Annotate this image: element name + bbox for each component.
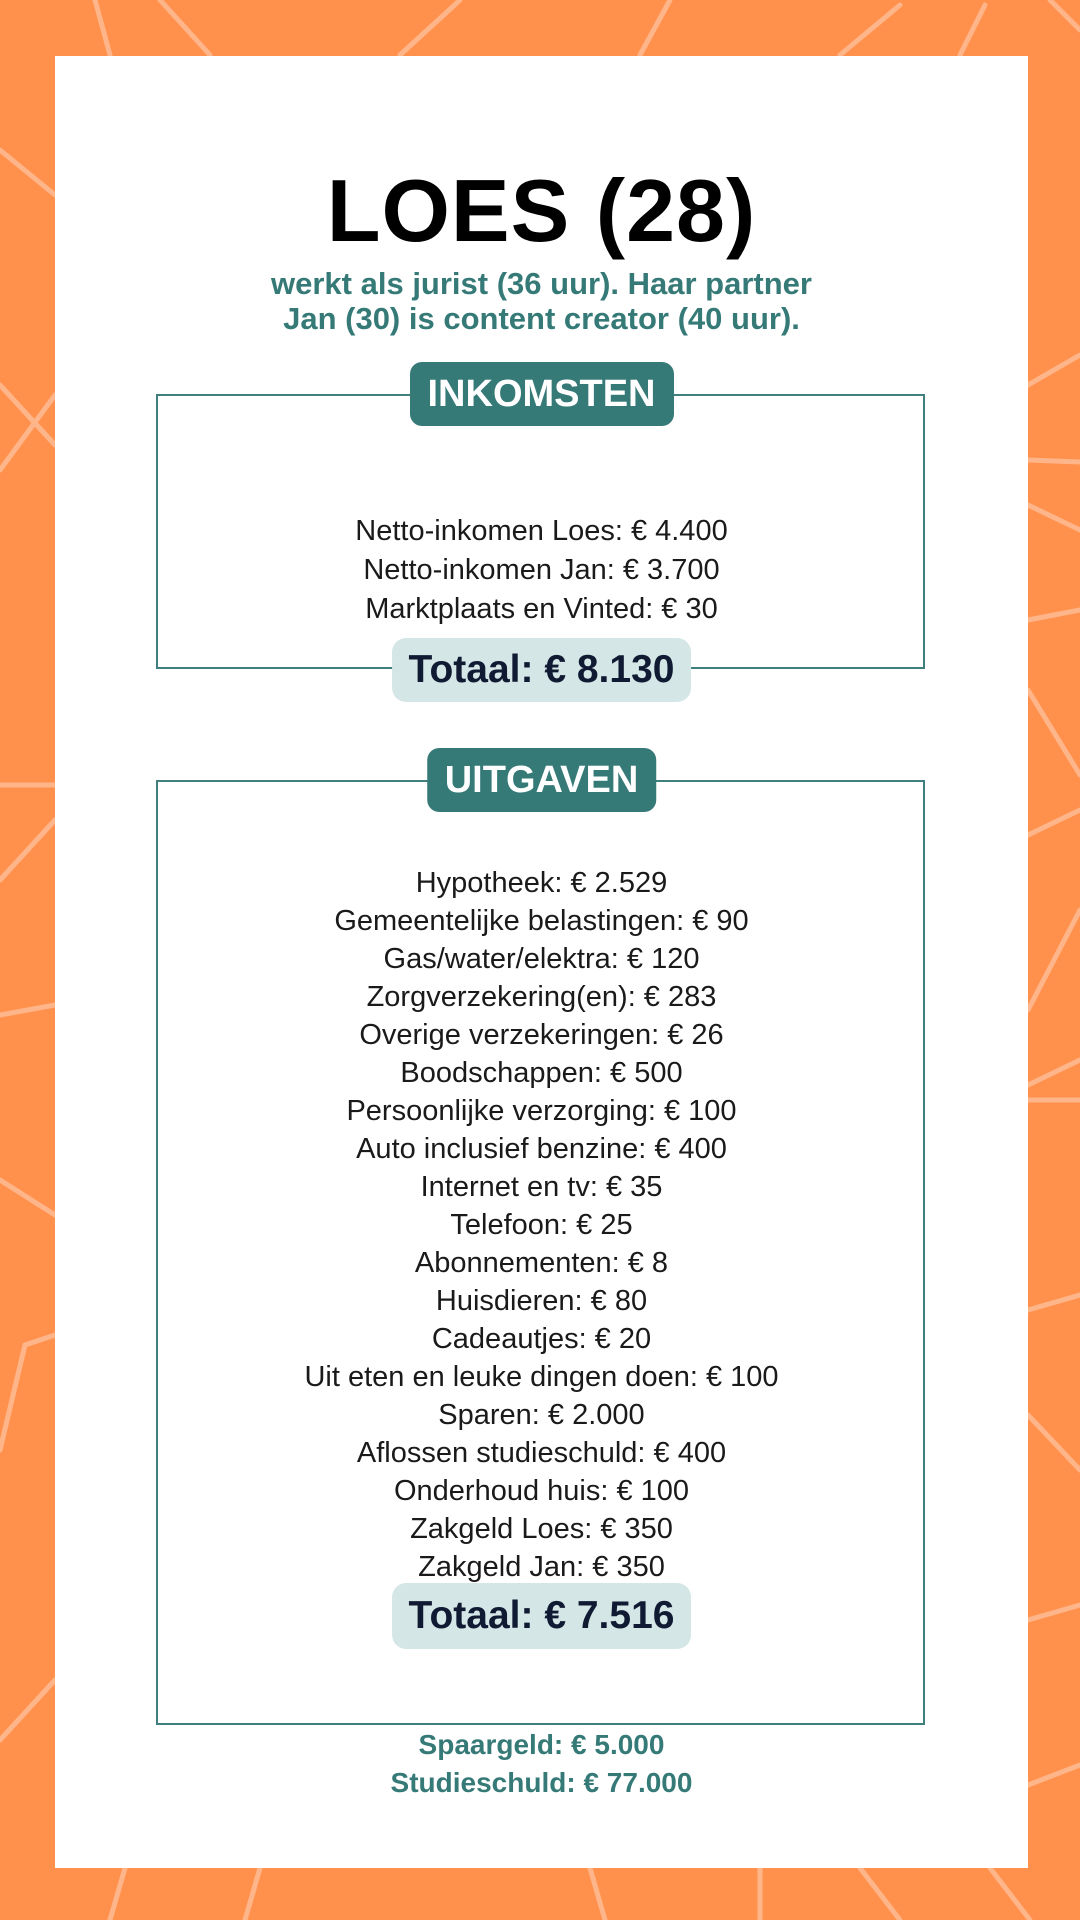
expense-item: Uit eten en leuke dingen doen: € 100: [304, 1361, 779, 1393]
expense-item: Onderhoud huis: € 100: [393, 1475, 690, 1507]
expenses-total-badge: Totaal: € 7.516: [392, 1583, 692, 1649]
income-total-badge: Totaal: € 8.130: [392, 638, 692, 702]
expense-item: Hypotheek: € 2.529: [415, 867, 668, 899]
expense-item: Huisdieren: € 80: [435, 1285, 648, 1317]
income-list: [55, 512, 1028, 629]
budget-card: [55, 56, 1028, 1868]
expense-item: Boodschappen: € 500: [400, 1057, 683, 1089]
expense-item: Zakgeld Jan: € 350: [418, 1551, 665, 1583]
page-subtitle: [185, 266, 898, 336]
expense-item: Zakgeld Loes: € 350: [410, 1513, 673, 1545]
expense-item: Internet en tv: € 35: [420, 1171, 663, 1203]
expense-item: Sparen: € 2.000: [438, 1399, 645, 1431]
expense-item: Gas/water/elektra: € 120: [383, 943, 700, 975]
expense-item: Aflossen studieschuld: € 400: [356, 1437, 727, 1469]
subtitle-line: Jan (30) is content creator (40 uur).: [283, 301, 800, 336]
expense-item: Cadeautjes: € 20: [431, 1323, 652, 1355]
expenses-heading: UITGAVEN: [427, 748, 657, 812]
income-item: Marktplaats en Vinted: € 30: [365, 593, 718, 625]
student-debt-text: Studieschuld: € 77.000: [390, 1767, 693, 1798]
subtitle-line: werkt als jurist (36 uur). Haar partner: [271, 266, 812, 301]
page-title: LOES (28): [326, 161, 757, 260]
savings-text: Spaargeld: € 5.000: [418, 1729, 665, 1760]
income-heading: INKOMSTEN: [410, 362, 674, 426]
expense-item: Gemeentelijke belastingen: € 90: [334, 905, 749, 937]
income-item: Netto-inkomen Jan: € 3.700: [363, 554, 720, 586]
expenses-list: [55, 864, 1028, 1586]
footer-summary: [55, 1726, 1028, 1802]
income-item: Netto-inkomen Loes: € 4.400: [355, 515, 728, 547]
expense-item: Auto inclusief benzine: € 400: [356, 1133, 727, 1165]
expense-item: Zorgverzekering(en): € 283: [366, 981, 717, 1013]
expense-item: Abonnementen: € 8: [414, 1247, 669, 1279]
expense-item: Persoonlijke verzorging: € 100: [346, 1095, 737, 1127]
expense-item: Overige verzekeringen: € 26: [359, 1019, 724, 1051]
expense-item: Telefoon: € 25: [450, 1209, 633, 1241]
